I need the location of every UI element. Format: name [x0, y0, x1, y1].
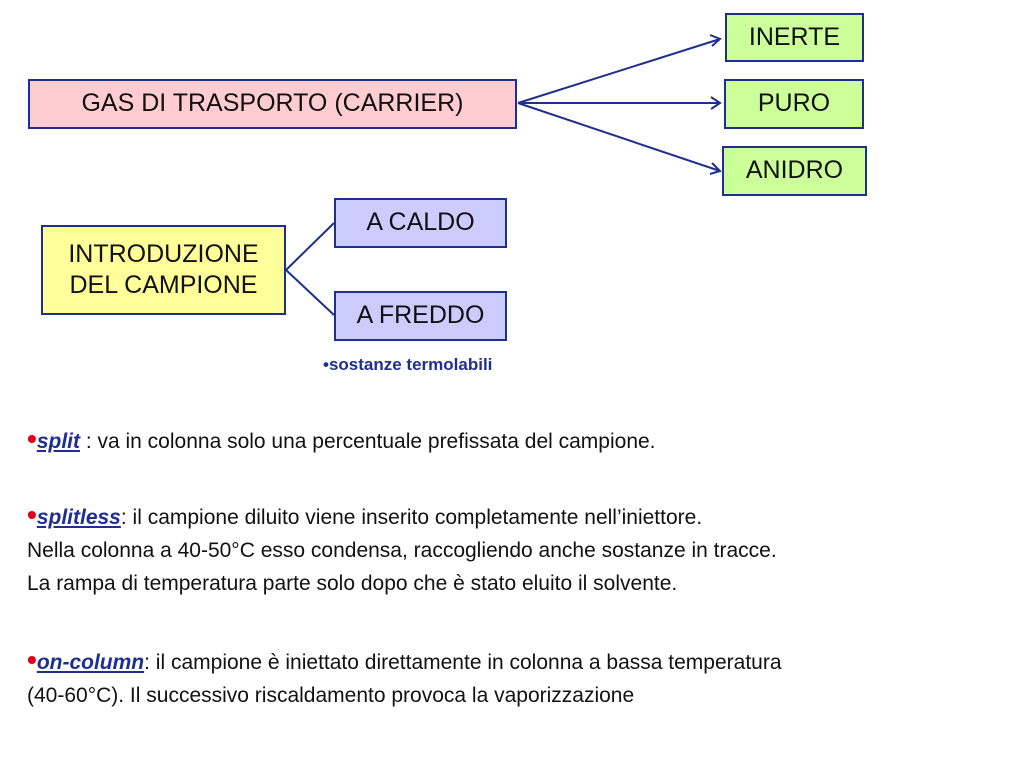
oncolumn-bullet: • [27, 644, 37, 675]
introduzione-line1: INTRODUZIONE [68, 239, 259, 268]
a-freddo-label: A FREDDO [356, 301, 485, 330]
oncolumn-term: on-column [36, 651, 145, 674]
anidro-box [722, 146, 867, 196]
arrow-to-inerte [518, 39, 720, 103]
carrier-gas-label: GAS DI TRASPORTO (CARRIER) [81, 89, 464, 118]
splitless-term: splitless [36, 506, 121, 529]
inerte-box [725, 13, 864, 62]
anidro-label: ANIDRO [745, 156, 844, 185]
oncolumn-line2: (40-60°C). Il successivo riscaldamento provoca la vaporizzazione [27, 684, 635, 707]
splitless-line3: La rampa di temperatura parte solo dopo che è stato eluito il solvente. [27, 572, 678, 595]
line-to-a-freddo [286, 270, 334, 315]
arrow-to-anidro [518, 103, 720, 171]
puro-box [724, 79, 864, 129]
split-term: split [36, 430, 80, 453]
splitless-text: : il campione diluito viene inserito completamente nell’iniettore. [120, 506, 703, 529]
splitless-paragraph [27, 498, 777, 600]
puro-label: PURO [757, 89, 831, 118]
oncolumn-text: : il campione è iniettato direttamente in colonna a bassa temperatura [144, 651, 782, 674]
a-caldo-box [334, 198, 507, 248]
splitless-line2: Nella colonna a 40-50°C esso condensa, raccogliendo anche sostanze in tracce. [27, 539, 777, 562]
oncolumn-paragraph [27, 643, 782, 712]
a-caldo-label: A CALDO [366, 208, 475, 237]
line-to-a-caldo [286, 223, 334, 270]
termolabili-note [323, 355, 492, 375]
oncolumn-line1 [27, 643, 782, 679]
note-text: sostanze termolabili [328, 355, 493, 374]
carrier-gas-box [28, 79, 517, 129]
split-paragraph [27, 422, 656, 458]
introduzione-line2: DEL CAMPIONE [69, 271, 258, 299]
split-bullet: • [27, 423, 37, 454]
split-text: : va in colonna solo una percentuale prefissata del campione. [79, 430, 656, 453]
splitless-bullet: • [27, 499, 37, 530]
a-freddo-box [334, 291, 507, 341]
note-bullet: • [323, 355, 329, 374]
introduzione-box [41, 225, 286, 315]
splitless-line1 [27, 498, 777, 534]
inerte-label: INERTE [748, 22, 841, 51]
